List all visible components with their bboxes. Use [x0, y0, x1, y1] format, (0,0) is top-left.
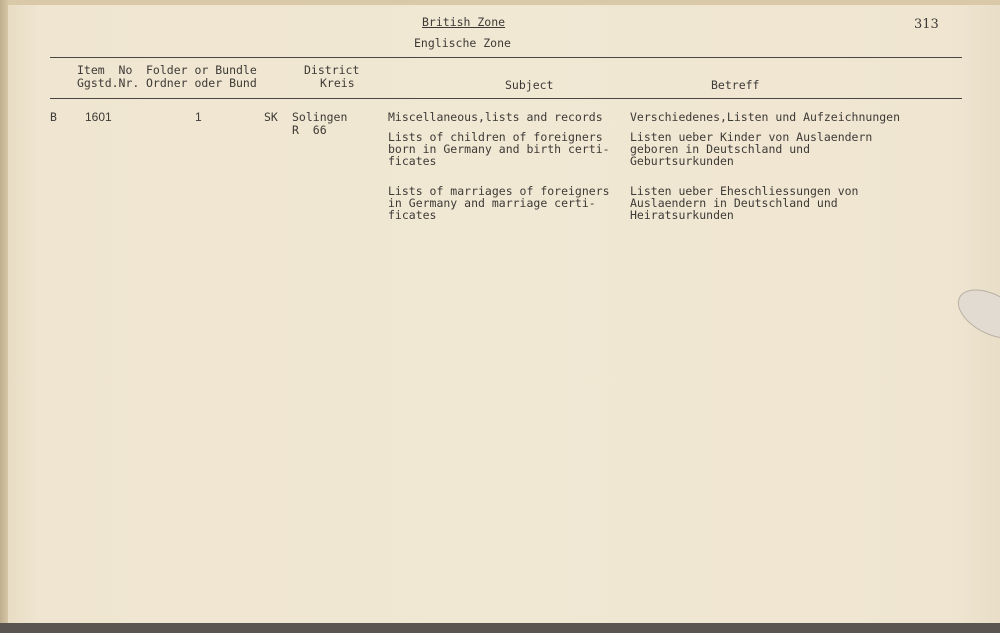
binding-edge	[0, 0, 8, 633]
district-name: Solingen	[292, 110, 348, 124]
betreff-entry: Verschiedenes,Listen und Aufzeichnungen	[630, 110, 901, 124]
district-prefix: SK	[264, 110, 278, 124]
district-code: R 66	[292, 123, 327, 137]
column-header-kreis: Kreis	[320, 76, 355, 90]
column-header-subject: Subject	[505, 78, 554, 92]
page-bottom-edge	[0, 623, 1000, 633]
column-header-ggstd: Ggstd.Nr.	[77, 76, 140, 90]
series-letter: B	[50, 110, 57, 124]
column-header-item: Item No	[77, 63, 133, 77]
column-header-folder: Folder or Bundle	[146, 63, 257, 77]
zone-title: British Zone	[422, 15, 506, 29]
folder-number: 1	[195, 110, 202, 124]
column-header-betreff: Betreff	[711, 78, 760, 92]
page-number: 313	[914, 17, 939, 32]
column-header-ordner: Ordner oder Bund	[146, 76, 257, 90]
zone-subtitle: Englische Zone	[414, 36, 511, 50]
item-number: 1601	[85, 110, 112, 124]
column-header-district: District	[304, 63, 360, 77]
header-rule-bottom	[50, 98, 962, 99]
betreff-entry: Listen ueber Eheschliessungen von Auslaendern in Deutschland und Heiratsurkunden	[630, 184, 859, 222]
betreff-entry: Listen ueber Kinder von Auslaendern geboren in Deutschland und Geburtsurkunden	[630, 130, 873, 168]
header-rule-top	[50, 57, 962, 58]
subject-entry: Miscellaneous,lists and records	[388, 110, 603, 124]
subject-entry: Lists of marriages of foreigners in Germany and marriage certi- ficates	[388, 184, 610, 222]
subject-entry: Lists of children of foreigners born in Germany and birth certi- ficates	[388, 130, 610, 168]
